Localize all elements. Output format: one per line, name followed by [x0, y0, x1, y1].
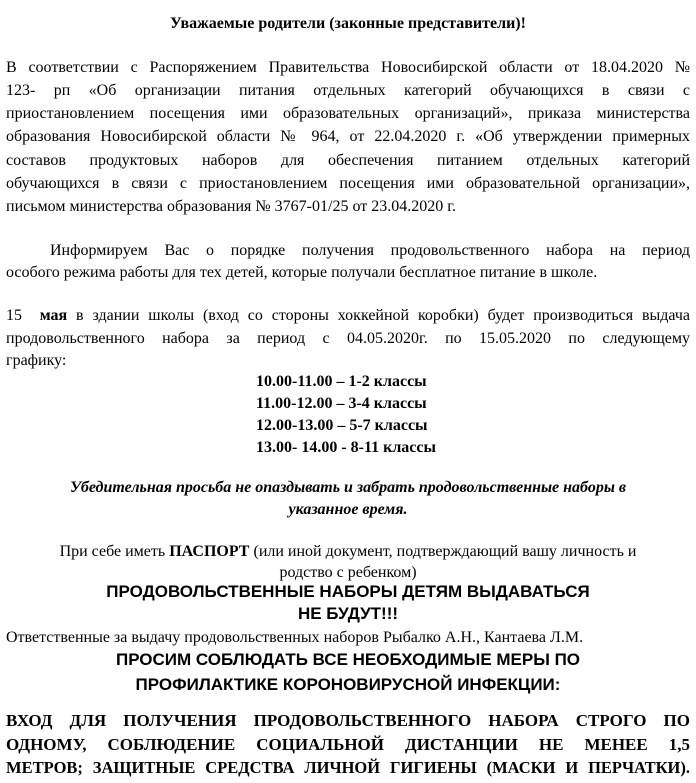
entry-line: ВХОД ДЛЯ ПОЛУЧЕНИЯ ПРОДОВОЛЬСТВЕННОГО НАБОРА СТРОГО ПО	[6, 711, 690, 730]
responsible-line: Ответственные за выдачу продовольственных наборов Рыбалко А.Н., Кантаева Л.М.	[6, 629, 584, 646]
entry-line: ОДНОМУ, СОБЛЮДЕНИЕ СОЦИАЛЬНОЙ ДИСТАНЦИИ НЕ МЕНЕЕ 1,5	[6, 735, 690, 754]
entry-line: МЕТРОВ; ЗАЩИТНЫЕ СРЕДСТВА ЛИЧНОЙ ГИГИЕНЫ (МАСКИ И ПЕРЧАТКИ).	[6, 758, 690, 777]
schedule-item: 13.00- 14.00 - 8-11 классы	[256, 439, 436, 456]
intro-line: письмом министерства образования № 3767-01/25 от 23.04.2020 г.	[6, 198, 456, 215]
passport-line: родство с ребенком)	[279, 564, 417, 581]
intro-line: обучающихся в связи с приостановлением посещения ими образовательной организации»,	[6, 175, 690, 192]
schedule-item: 12.00-13.00 – 5-7 классы	[256, 417, 428, 434]
pickup-line	[6, 305, 690, 326]
warning-line: ПРОДОВОЛЬСТВЕННЫЕ НАБОРЫ ДЕТЯМ ВЫДАВАТЬСЯ	[106, 582, 590, 601]
intro-line: приостановлением посещения ими образовательных организаций», приказа министерства	[6, 105, 690, 122]
intro-line: В соответствии с Распоряжением Правительства Новосибирской области от 18.04.2020 №	[6, 59, 690, 76]
request-line: Убедительная просьба не опаздывать и забрать продовольственные наборы в	[69, 479, 627, 496]
intro-line: 123- рп «Об организации питания отдельных категорий обучающихся в связи с	[6, 82, 690, 99]
passport-word: ПАСПОРТ	[169, 543, 250, 560]
notice-heading: Уважаемые родители (законные представители)!	[170, 15, 526, 32]
pickup-month: мая	[39, 307, 68, 324]
measures-line: ПРОСИМ СОБЛЮДАТЬ ВСЕ НЕОБХОДИМЫЕ МЕРЫ ПО	[115, 650, 581, 669]
pickup-location: в здании школы (вход со стороны хоккейной коробки) будет производиться выдача	[67, 307, 691, 324]
intro-line: образования Новосибирской области № 964, от 22.04.2020 г. «Об утверждении примерных	[6, 128, 690, 145]
pickup-day: 15	[6, 307, 22, 324]
measures-line: ПРОФИЛАКТИКЕ КОРОНОВИРУСНОЙ ИНФЕКЦИИ:	[135, 675, 561, 694]
schedule-item: 11.00-12.00 – 3-4 классы	[256, 395, 427, 412]
pickup-line: графику:	[6, 352, 67, 369]
schedule-item: 10.00-11.00 – 1-2 классы	[256, 373, 427, 390]
request-line: указанное время.	[288, 501, 408, 518]
warning-line: НЕ БУДУТ!!!	[297, 604, 399, 623]
inform-line: особого режима работы для тех детей, которые получали бесплатное питание в школе.	[6, 264, 598, 281]
inform-line: Информируем Вас о порядке получения продовольственного набора на период	[50, 242, 690, 259]
passport-line: При себе иметь ПАСПОРТ (или иной документ, подтверждающий вашу личность и	[59, 543, 637, 560]
pickup-line: продовольственного набора за период с 04.05.2020г. по 15.05.2020 по следующему	[6, 330, 690, 347]
intro-line: составов продуктовых наборов для обеспечения питанием отдельных категорий	[6, 152, 690, 169]
